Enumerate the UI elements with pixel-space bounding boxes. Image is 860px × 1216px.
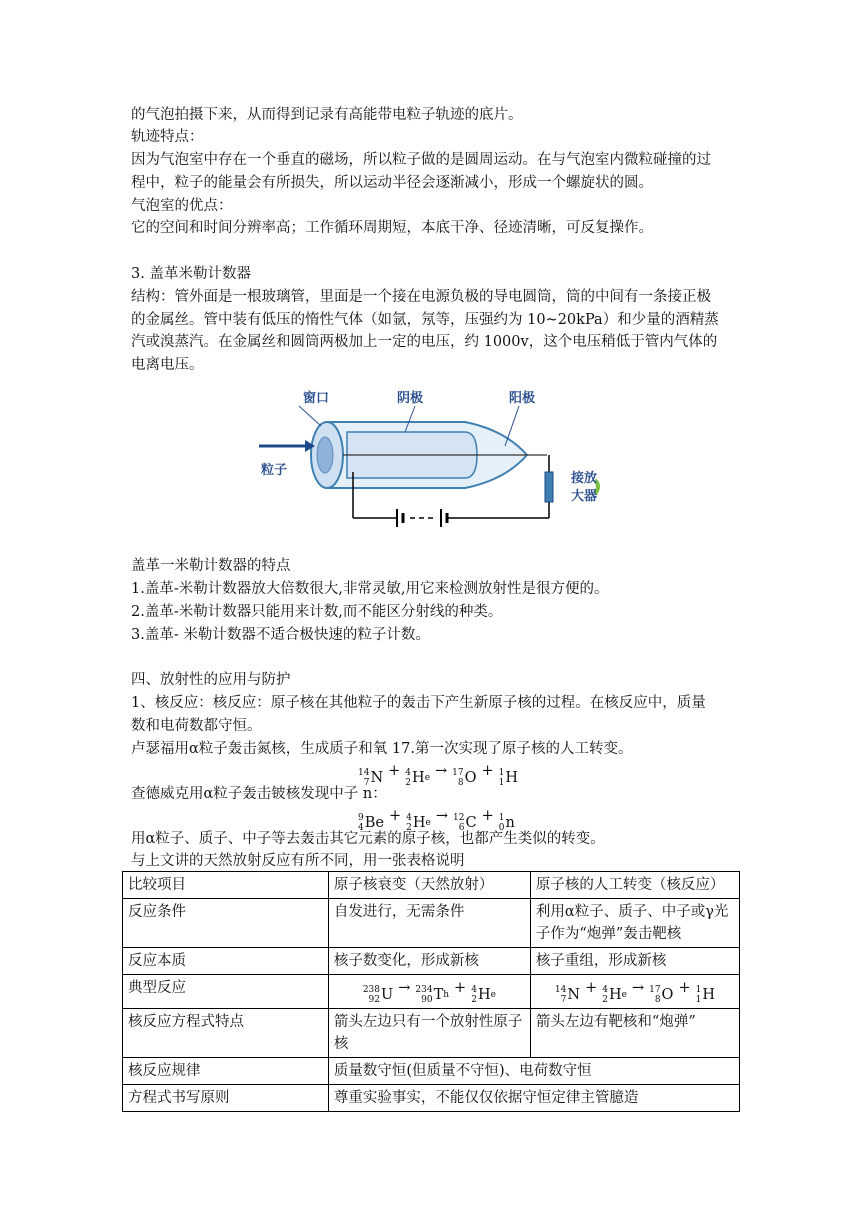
equation-chadwick: 9 4 Be + 4 2 H e → 12 6 C + 1 0 n [358,808,515,833]
table-cell: 核反应方程式特点 [123,1009,329,1058]
table-cell-reaction-equation: 14 7 N + 4 2 H e → 17 8 O + 1 1 H [530,975,739,1009]
section-heading: 四、放射性的应用与防护 [131,672,291,688]
table-cell: 典型反应 [123,975,329,1009]
table-header-row [123,872,740,899]
paragraph: 盖革一米勒计数器的特点 [131,558,291,574]
table-cell: 核反应规律 [123,1058,329,1085]
amp-label: 大器 [571,489,598,504]
paragraph: 卢瑟福用α粒子轰击氮核，生成质子和氧 17.第一次实现了原子核的人工转变。 [131,741,633,757]
table-row [123,975,740,1009]
paragraph: 1、核反应：核反应：原子核在其他粒子的轰击下产生新原子核的过程。在核反应中，质量 [131,695,706,711]
table-cell-decay-equation: 238 92 U → 234 90 T h + 4 2 H e [328,975,530,1009]
table-cell: 尊重实验事实，不能仅仅依据守恒定律主管臆造 [328,1085,739,1112]
table-cell: 利用α粒子、质子、中子或γ光子作为“炮弹”轰击靶核 [530,899,739,948]
paragraph: 查德威克用α粒子轰击铍核发现中子 n： [131,786,387,802]
list-item: 1.盖革-米勒计数器放大倍数很大,非常灵敏,用它来检测放射性是很方便的。 [131,581,609,597]
section-heading: 3. 盖革米勒计数器 [131,266,251,282]
table-cell: 方程式书写原则 [123,1085,329,1112]
paragraph: 程中，粒子的能量会有所损失，所以运动半径会逐渐减小，形成一个螺旋状的圆。 [131,175,653,191]
equation-rutherford: 14 7 N + 4 2 H e → 17 8 O + 1 1 H [358,763,519,788]
table-cell: 质量数守恒(但质量不守恒)、电荷数守恒 [328,1058,739,1085]
paragraph: 因为气泡室中存在一个垂直的磁场，所以粒子做的是圆周运动。在与气泡室内微粒碰撞的过 [131,152,711,168]
list-item: 2.盖革-米勒计数器只能用来计数,而不能区分射线的种类。 [131,604,503,620]
table-row [123,948,740,975]
list-item: 3.盖革- 米勒计数器不适合极快速的粒子计数。 [131,627,430,643]
paragraph: 它的空间和时间分辨率高；工作循环周期短，本底干净、径迹清晰，可反复操作。 [131,220,653,236]
paragraph: 的金属丝。管中装有低压的惰性气体（如氩，氖等，压强约为 10~20kPa）和少量的酒精蒸 [131,312,719,328]
paragraph: 用α粒子、质子、中子等去轰击其它元素的原子核，也都产生类似的转变。 [131,831,605,847]
table-cell: 核子重组，形成新核 [530,948,739,975]
paragraph: 电离电压。 [131,357,204,373]
paragraph: 气泡室的优点： [131,198,233,214]
table-row [123,899,740,948]
paragraph: 数和电荷数都守恒。 [131,718,262,734]
amp-label: 接放 [571,471,598,486]
table-cell: 箭头左边只有一个放射性原子核 [328,1009,530,1058]
table-row [123,1009,740,1058]
table-cell: 原子核衰变（天然放射） [328,872,530,899]
comparison-table [122,871,740,1112]
table-cell: 反应条件 [123,899,329,948]
table-cell: 比较项目 [123,872,329,899]
paragraph: 的气泡拍摄下来，从而得到记录有高能带电粒子轨迹的底片。 [131,107,523,123]
table-cell: 箭头左边有靶核和“炮弹” [530,1009,739,1058]
table-row [123,1085,740,1112]
window-label: 窗口 [303,391,330,406]
table-cell: 原子核的人工转变（核反应） [530,872,739,899]
table-row [123,1058,740,1085]
paragraph: 汽或溴蒸汽。在金属丝和圆筒两极加上一定的电压，约 1000v，这个电压稍低于管内气体的 [131,334,718,350]
cathode-label: 阴极 [397,391,424,406]
anode-label: 阳极 [509,391,536,406]
table-cell: 核子数变化，形成新核 [328,948,530,975]
geiger-counter-diagram [255,382,607,540]
paragraph: 结构：管外面是一根玻璃管，里面是一个接在电源负极的导电圆筒，筒的中间有一条接正极 [131,289,711,305]
table-cell: 反应本质 [123,948,329,975]
table-cell: 自发进行，无需条件 [328,899,530,948]
particle-label: 粒子 [261,463,288,478]
paragraph: 轨迹特点： [131,129,204,145]
paragraph: 与上文讲的天然放射反应有所不同，用一张表格说明 [131,853,465,869]
